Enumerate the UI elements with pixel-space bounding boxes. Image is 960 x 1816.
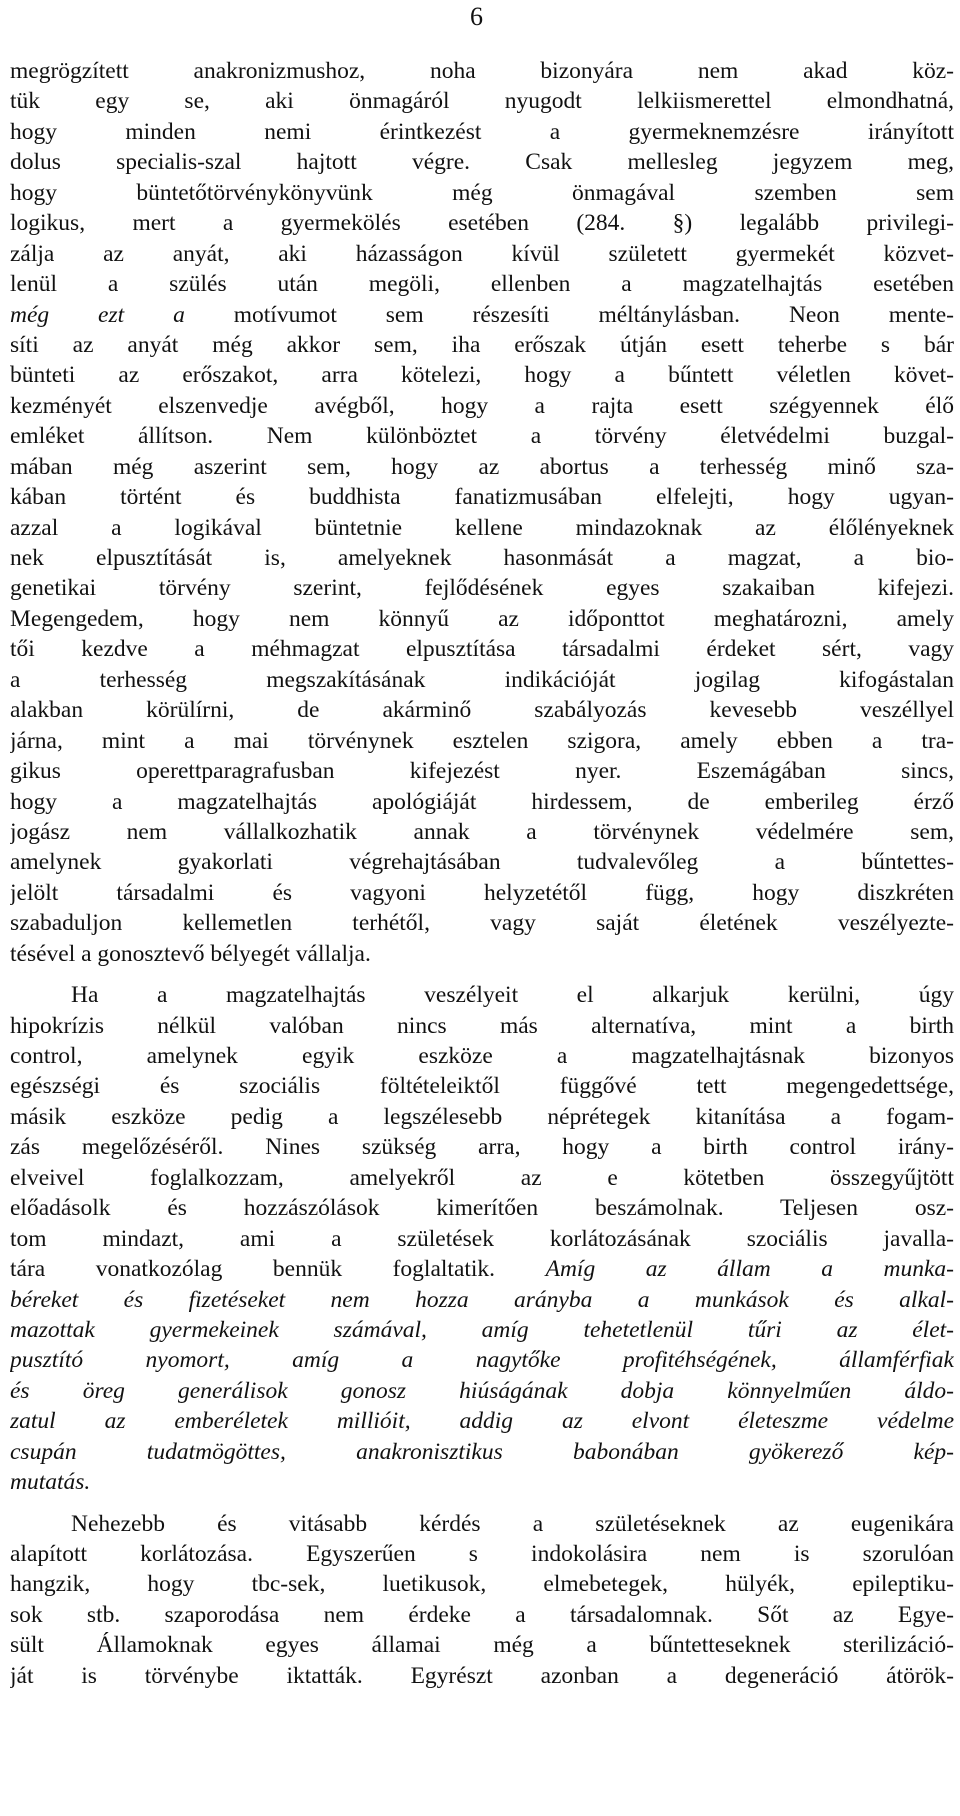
text-line: [10, 1011, 954, 1041]
text-line: [10, 1661, 954, 1691]
text-line: [10, 1132, 954, 1162]
text-line: [10, 573, 954, 603]
text-line: [10, 604, 954, 634]
italic-text: Amíg az állam a munka-: [545, 1256, 954, 1283]
text-line: [10, 208, 954, 238]
text-line: [10, 1163, 954, 1193]
text-run: Ha a magzatelhajtás veszélyeit el alkarjuk kerülni, úgy: [71, 982, 954, 1009]
text-line: [10, 1254, 954, 1284]
text-line: [10, 1406, 954, 1436]
text-line: [10, 1071, 954, 1101]
text-run: másik eszköze pedig a legszélesebb néprétegek kitanítása a fogam-: [10, 1103, 954, 1130]
text-run: gikus operettparagrafusban kifejezést nyer. Eszemágában sincs,: [10, 758, 954, 785]
text-run: jelölt társadalmi és vagyoni helyzetétől függ, hogy diszkréten: [10, 879, 954, 906]
italic-text: csupán tudatmögöttes, anakronisztikus babonában gyökerező kép-: [10, 1438, 954, 1465]
text-run: alakban körülírni, de akárminő szabályozás kevesebb veszéllyel: [10, 697, 954, 724]
text-line: [10, 513, 954, 543]
text-line: [10, 787, 954, 817]
text-run: hogy a magzatelhajtás apológiáját hirdessem, de emberileg érző: [10, 788, 954, 815]
text-run: a terhesség megszakításának indikációját jogilag kifogástalan: [10, 666, 954, 693]
paragraph: [10, 980, 954, 1497]
text-line: [10, 391, 954, 421]
text-line: [10, 117, 954, 147]
text-run: tük egy se, aki önmagáról nyugodt lelkiismerettel elmondhatná,: [10, 88, 954, 115]
italic-text: béreket és fizetéseket nem hozza arányba a munkások és alkal-: [10, 1286, 954, 1313]
text-run: azzal a logikával büntetnie kellene mindazoknak az élőlényeknek: [10, 514, 954, 541]
text-line: [10, 452, 954, 482]
text-line: [10, 360, 954, 390]
italic-text: és öreg generálisok gonosz hiúságának dobja könnyelműen áldo-: [10, 1377, 954, 1404]
text-line: [10, 908, 954, 938]
paragraph: [10, 1509, 954, 1692]
text-run: zás megelőzéséről. Nines szükség arra, hogy a birth control irány-: [10, 1134, 954, 1161]
text-run: dolus specialis-szal hajtott végre. Csak mellesleg jegyzem meg,: [10, 149, 954, 176]
text-run: hogy minden nemi érintkezést a gyermeknemzésre irányított: [10, 118, 954, 145]
text-line: [10, 634, 954, 664]
text-line: [10, 1630, 954, 1660]
text-line: [10, 1041, 954, 1071]
text-run: genetikai törvény szerint, fejlődésének egyes szakaiban kifejezi.: [10, 575, 954, 602]
text-line: [10, 543, 954, 573]
text-run: előadásolk és hozzászólások kimerítően beszámolnak. Teljesen osz-: [10, 1195, 954, 1222]
text-run: megrögzített anakronizmushoz, noha bizonyára nem akad köz-: [10, 58, 954, 84]
paragraph-gap: [10, 1498, 954, 1509]
text-line: [10, 147, 954, 177]
text-run: zálja az anyát, aki házasságon kívül született gyermekét közvet-: [10, 240, 954, 267]
text-line: [10, 330, 954, 360]
text-line: [10, 1467, 954, 1497]
text-run: logikus, mert a gyermekölés esetében (284. §) legalább privilegi-: [10, 210, 954, 237]
text-run: tom mindazt, ami a születések korlátozásának szociális javalla-: [10, 1225, 954, 1252]
text-run: egészségi és szociális föltételeiktől függővé tett megengedettsége,: [10, 1073, 954, 1100]
italic-text: mazottak gyermekeinek számával, amíg tehetetlenül tűri az élet-: [10, 1316, 954, 1343]
text-line: [10, 482, 954, 512]
text-run: jogász nem vállalkozhatik annak a törvénynek védelmére sem,: [10, 818, 954, 845]
text-run: hogy büntetőtörvénykönyvünk még önmagával szemben sem: [10, 179, 954, 206]
text-run: bünteti az erőszakot, arra kötelezi, hogy a bűntett véletlen követ-: [10, 362, 954, 389]
text-line: [10, 1193, 954, 1223]
text-run: Megengedem, hogy nem könnyű az időponttot meghatározni, amely: [10, 605, 954, 632]
text-line: [10, 86, 954, 116]
italic-text: még ezt a: [10, 301, 185, 328]
page-number: 6: [470, 2, 483, 31]
text-line: [10, 665, 954, 695]
text-line: [10, 239, 954, 269]
italic-text: pusztító nyomort, amíg a nagytőke profitéhségének, államférfiak: [10, 1347, 954, 1374]
text-line: [10, 980, 954, 1010]
text-run: Nehezebb és vitásabb kérdés a születéseknek az eugenikára: [71, 1510, 954, 1537]
text-run: sok stb. szaporodása nem érdeke a társadalomnak. Sőt az Egye-: [10, 1601, 954, 1628]
text-run: lenül a szülés után megöli, ellenben a magzatelhajtás esetében: [10, 271, 954, 298]
text-line: [10, 847, 954, 877]
text-line: [10, 1437, 954, 1467]
text-run: emléket állítson. Nem különböztet a törvény életvédelmi buzgal-: [10, 423, 954, 450]
text-run: kezményét elszenvedje avégből, hogy a rajta esett szégyennek élő: [10, 392, 954, 419]
text-run: tésével a gonosztevő bélyegét vállalja.: [10, 940, 371, 967]
text-run: mában még aszerint sem, hogy az abortus a terhesség minő sza-: [10, 453, 954, 480]
paragraph: [10, 56, 954, 969]
text-run: amelynek gyakorlati végrehajtásában tudvalevőleg a bűntettes-: [10, 849, 954, 876]
text-line: [10, 421, 954, 451]
text-line: [10, 1376, 954, 1406]
text-run: hipokrízis nélkül valóban nincs más alternatíva, mint a birth: [10, 1012, 954, 1039]
text-run: járna, mint a mai törvénynek esztelen szigora, amely ebben a tra-: [10, 727, 954, 754]
text-run: kában történt és buddhista fanatizmusában elfelejti, hogy ugyan-: [10, 484, 954, 511]
text-line: [10, 1285, 954, 1315]
document-body: [10, 56, 954, 1691]
text-line: [10, 1224, 954, 1254]
text-line: [10, 695, 954, 725]
text-run: motívumot sem részesíti méltánylásban. Neon mente-: [184, 301, 954, 328]
text-line: [10, 939, 954, 969]
text-line: [10, 1600, 954, 1630]
text-run: síti az anyát még akkor sem, iha erőszak útján esett teherbe s bár: [10, 331, 954, 358]
text-run: nek elpusztítását is, amelyeknek hasonmását a magzat, a bio-: [10, 545, 954, 571]
text-line: [10, 817, 954, 847]
text-line: [10, 756, 954, 786]
text-run: alapított korlátozása. Egyszerűen s indokolásira nem is szorulóan: [10, 1541, 954, 1567]
text-line: [10, 1509, 954, 1539]
text-line: [10, 178, 954, 208]
italic-text: mutatás.: [10, 1469, 91, 1496]
text-line: [10, 1315, 954, 1345]
text-line: [10, 726, 954, 756]
text-run: ját is törvénybe iktatták. Egyrészt azonban a degeneráció átörök-: [10, 1662, 954, 1689]
text-line: [10, 1539, 954, 1569]
text-run: control, amelynek egyik eszköze a magzatelhajtásnak bizonyos: [10, 1043, 954, 1069]
text-run: tára vonatkozólag bennük foglaltatik.: [10, 1256, 546, 1283]
text-run: sült Államoknak egyes államai még a bűntetteseknek sterilizáció-: [10, 1632, 954, 1659]
text-line: [10, 1345, 954, 1375]
text-line: [10, 269, 954, 299]
text-line: [10, 56, 954, 86]
paragraph-gap: [10, 969, 954, 980]
text-run: szabaduljon kellemetlen terhétől, vagy saját életének veszélyezte-: [10, 910, 954, 937]
text-line: [10, 1569, 954, 1599]
italic-text: zatul az emberéletek millióit, addig az elvont életeszme védelme: [10, 1408, 954, 1435]
text-line: [10, 300, 954, 330]
text-run: elveivel foglalkozzam, amelyekről az e kötetben összegyűjtött: [10, 1164, 954, 1191]
text-line: [10, 1102, 954, 1132]
text-line: [10, 878, 954, 908]
text-run: tői kezdve a méhmagzat elpusztítása társadalmi érdeket sért, vagy: [10, 636, 954, 663]
text-run: hangzik, hogy tbc-sek, luetikusok, elmebetegek, hülyék, epileptiku-: [10, 1571, 954, 1598]
